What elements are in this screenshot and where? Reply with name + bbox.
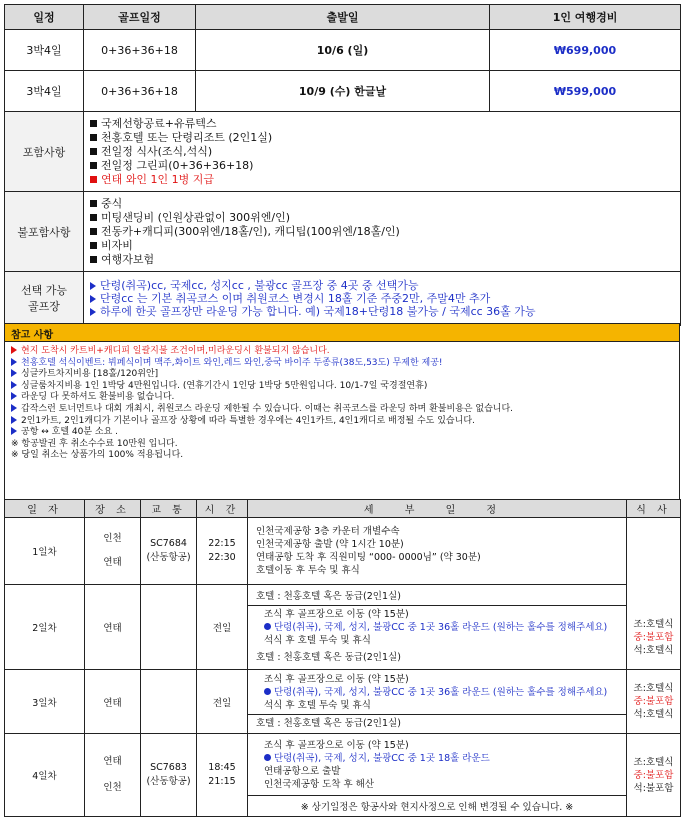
header-departure: 출발일	[196, 5, 490, 30]
place: 연태	[85, 670, 141, 734]
square-bullet-icon	[90, 176, 97, 183]
detail: 인천국제공항 3층 카운터 개별수속 인천국제공항 출발 (약 1시간 10분) 연태공항 도착 후 직원미팅 “000- 0000님” (약 30분) 호텔이동 후 투숙 및 휴식	[248, 518, 627, 585]
option-item: 단령(취곡)cc, 국제cc, 성지cc , 불광cc 골프장 중 4곳 중 선택가능	[90, 279, 674, 292]
header-detail: 세 부 일 정	[248, 500, 627, 518]
notes-body	[5, 342, 679, 466]
included-item: 전일정 그린피(0+36+36+18)	[90, 159, 674, 173]
circle-bullet-icon	[264, 754, 271, 761]
note-line: 갑작스런 토너먼트나 대회 개최시, 취원코스 라운딩 제한될 수 있습니다. 이때는 취곡코스를 라운딩 하며 환불비용은 없습니다.	[11, 404, 673, 416]
header-time: 시 간	[197, 500, 248, 518]
excluded-item: 전동카+캐디피(300위엔/18홀/인), 캐디팁(100위엔/18홀/인)	[90, 225, 674, 239]
excluded-item: 비자비	[90, 239, 674, 253]
included-item: 천홍호텔 또는 단령리조트 (2인1실)	[90, 131, 674, 145]
options-label: 선택 가능 골프장	[5, 272, 84, 326]
included-item: 국제선항공료+유류텍스	[90, 117, 674, 131]
note-line: ※ 당일 취소는 상품가의 100% 적용됩니다.	[11, 450, 184, 461]
place: 인천 연태	[85, 518, 141, 585]
square-bullet-icon	[90, 256, 97, 263]
notes-section	[4, 323, 680, 503]
day-label: 2일차	[5, 585, 85, 670]
time: 18:45 21:15	[197, 734, 248, 817]
triangle-bullet-icon	[11, 369, 17, 377]
excluded-list	[84, 192, 681, 272]
included-item: 연태 와인 1인 1병 지급	[90, 173, 674, 187]
header-meal: 식 사	[627, 500, 681, 518]
price: ₩599,000	[490, 71, 681, 112]
square-bullet-icon	[90, 148, 97, 155]
included-list	[84, 112, 681, 192]
excluded-item: 미팅샌딩비 (인원상관없이 300위엔/인)	[90, 211, 674, 225]
header-price: 1인 여행경비	[490, 5, 681, 30]
schedule-table	[4, 499, 681, 817]
note-line: 라운딩 다 못하셔도 환불비용 없습니다.	[11, 392, 673, 404]
place: 연태 인천	[85, 734, 141, 817]
nights: 3박4일	[5, 71, 84, 112]
triangle-bullet-icon	[11, 392, 17, 400]
square-bullet-icon	[90, 200, 97, 207]
price-table	[4, 4, 681, 326]
circle-bullet-icon	[264, 623, 271, 630]
detail: 호텔 : 천홍호텔 혹은 동급(2인1실) 조식 후 골프장으로 이동 (약 15분) 단령(취곡), 국제, 성지, 불광CC 중 1곳 36홀 라운드 (원하는 홀수를 정해주세요) 석식 후 호텔 투숙 및 휴식 호텔 : 천홍호텔 혹은 동급(2인1실)	[248, 585, 627, 670]
triangle-bullet-icon	[11, 358, 17, 366]
transport: SC7684 (산동항공)	[141, 518, 197, 585]
square-bullet-icon	[90, 134, 97, 141]
triangle-bullet-icon	[90, 308, 96, 316]
included-label: 포함사항	[5, 112, 84, 192]
price: ₩699,000	[490, 30, 681, 71]
triangle-bullet-icon	[11, 427, 17, 435]
note-line: 천홍호텔 석식이벤트: 뷔페식이며 맥주,화이트 와인,레드 와인,중국 바이주 두종류(38도,53도) 무제한 제공!	[11, 358, 673, 370]
triangle-bullet-icon	[11, 381, 17, 389]
day-label: 4일차	[5, 734, 85, 817]
schedule-row	[5, 585, 681, 670]
meal: 조:호텔식 중:불포함 석:호텔식	[627, 670, 681, 734]
place: 연태	[85, 585, 141, 670]
detail: 조식 후 골프장으로 이동 (약 15분) 단령(취곡), 국제, 성지, 불광CC 중 1곳 18홀 라운드 연태공항으로 출발 인천국제공항 도착 후 해산	[248, 734, 627, 796]
triangle-bullet-icon	[11, 404, 17, 412]
departure-date: 10/9 (수) 한글날	[196, 71, 490, 112]
square-bullet-icon	[90, 214, 97, 221]
golf-rounds: 0+36+36+18	[84, 71, 196, 112]
note-line: 싱글카트차지비용 [18홀/120위안]	[11, 369, 673, 381]
option-item: 단령cc 는 기본 취곡코스 이며 취원코스 변경시 18홀 기준 주중2만, 주말4만 추가	[90, 292, 674, 305]
note-line: ※ 항공발권 후 취소수수료 10만원 입니다.	[11, 438, 178, 449]
notes-title: 참고 사항	[5, 323, 679, 342]
options-list	[84, 272, 681, 326]
header-place: 장 소	[85, 500, 141, 518]
day-label: 1일차	[5, 518, 85, 585]
square-bullet-icon	[90, 242, 97, 249]
meal: 조:호텔식 중:불포함 석:불포함	[627, 734, 681, 817]
schedule-row	[5, 734, 681, 796]
excluded-item: 중식	[90, 197, 674, 211]
header-golf-schedule: 골프일정	[84, 5, 196, 30]
detail: 조식 후 골프장으로 이동 (약 15분) 단령(취곡), 국제, 성지, 불광CC 중 1곳 36홀 라운드 (원하는 홀수를 정해주세요) 석식 후 호텔 투숙 및 휴식 호텔 : 천홍호텔 혹은 동급(2인1실)	[248, 670, 627, 734]
day-label: 3일차	[5, 670, 85, 734]
nights: 3박4일	[5, 30, 84, 71]
circle-bullet-icon	[264, 688, 271, 695]
header-transport: 교 통	[141, 500, 197, 518]
triangle-bullet-icon	[90, 282, 96, 290]
price-row	[5, 71, 681, 112]
meal: 조:호텔식 중:불포함 석:호텔식	[627, 518, 681, 670]
time: 22:15 22:30	[197, 518, 248, 585]
header-schedule: 일정	[5, 5, 84, 30]
excluded-item: 여행자보험	[90, 253, 674, 267]
square-bullet-icon	[90, 228, 97, 235]
schedule-row	[5, 518, 681, 585]
golf-rounds: 0+36+36+18	[84, 30, 196, 71]
triangle-bullet-icon	[11, 416, 17, 424]
excluded-label: 불포함사항	[5, 192, 84, 272]
note-line: 공항 ↔ 호텔 40분 소요 .	[11, 427, 673, 439]
header-day: 일 자	[5, 500, 85, 518]
time: 전일	[197, 670, 248, 734]
schedule-footnote: ※ 상기일정은 항공사와 현지사정으로 인해 변경될 수 있습니다. ※	[248, 796, 627, 817]
note-line: 싱글룸차지비용 1인 1박당 4만원입니다. (연휴기간시 1인당 1박당 5만원입니다. 10/1-7일 국경절연휴)	[11, 381, 673, 393]
square-bullet-icon	[90, 162, 97, 169]
note-line: 2인1카트, 2인1캐디가 기본이나 골프장 상황에 따라 특별한 경우에는 4인1카트, 4인1캐디로 배정될 수도 있습니다.	[11, 416, 673, 428]
included-item: 전일정 식사(조식,석식)	[90, 145, 674, 159]
note-line: 현지 도착시 카트비+캐디피 일괄지불 조건이며,미라운딩시 환불되지 않습니다.	[11, 346, 673, 358]
square-bullet-icon	[90, 120, 97, 127]
transport: SC7683 (산동항공)	[141, 734, 197, 817]
schedule-row	[5, 670, 681, 734]
departure-date: 10/6 (일)	[196, 30, 490, 71]
option-item: 하루에 한곳 골프장만 라운딩 가능 합니다. 예) 국제18+단령18 불가능 / 국제cc 36홀 가능	[90, 305, 674, 318]
time: 전일	[197, 585, 248, 670]
price-row	[5, 30, 681, 71]
triangle-bullet-icon	[90, 295, 96, 303]
triangle-bullet-icon	[11, 346, 17, 354]
